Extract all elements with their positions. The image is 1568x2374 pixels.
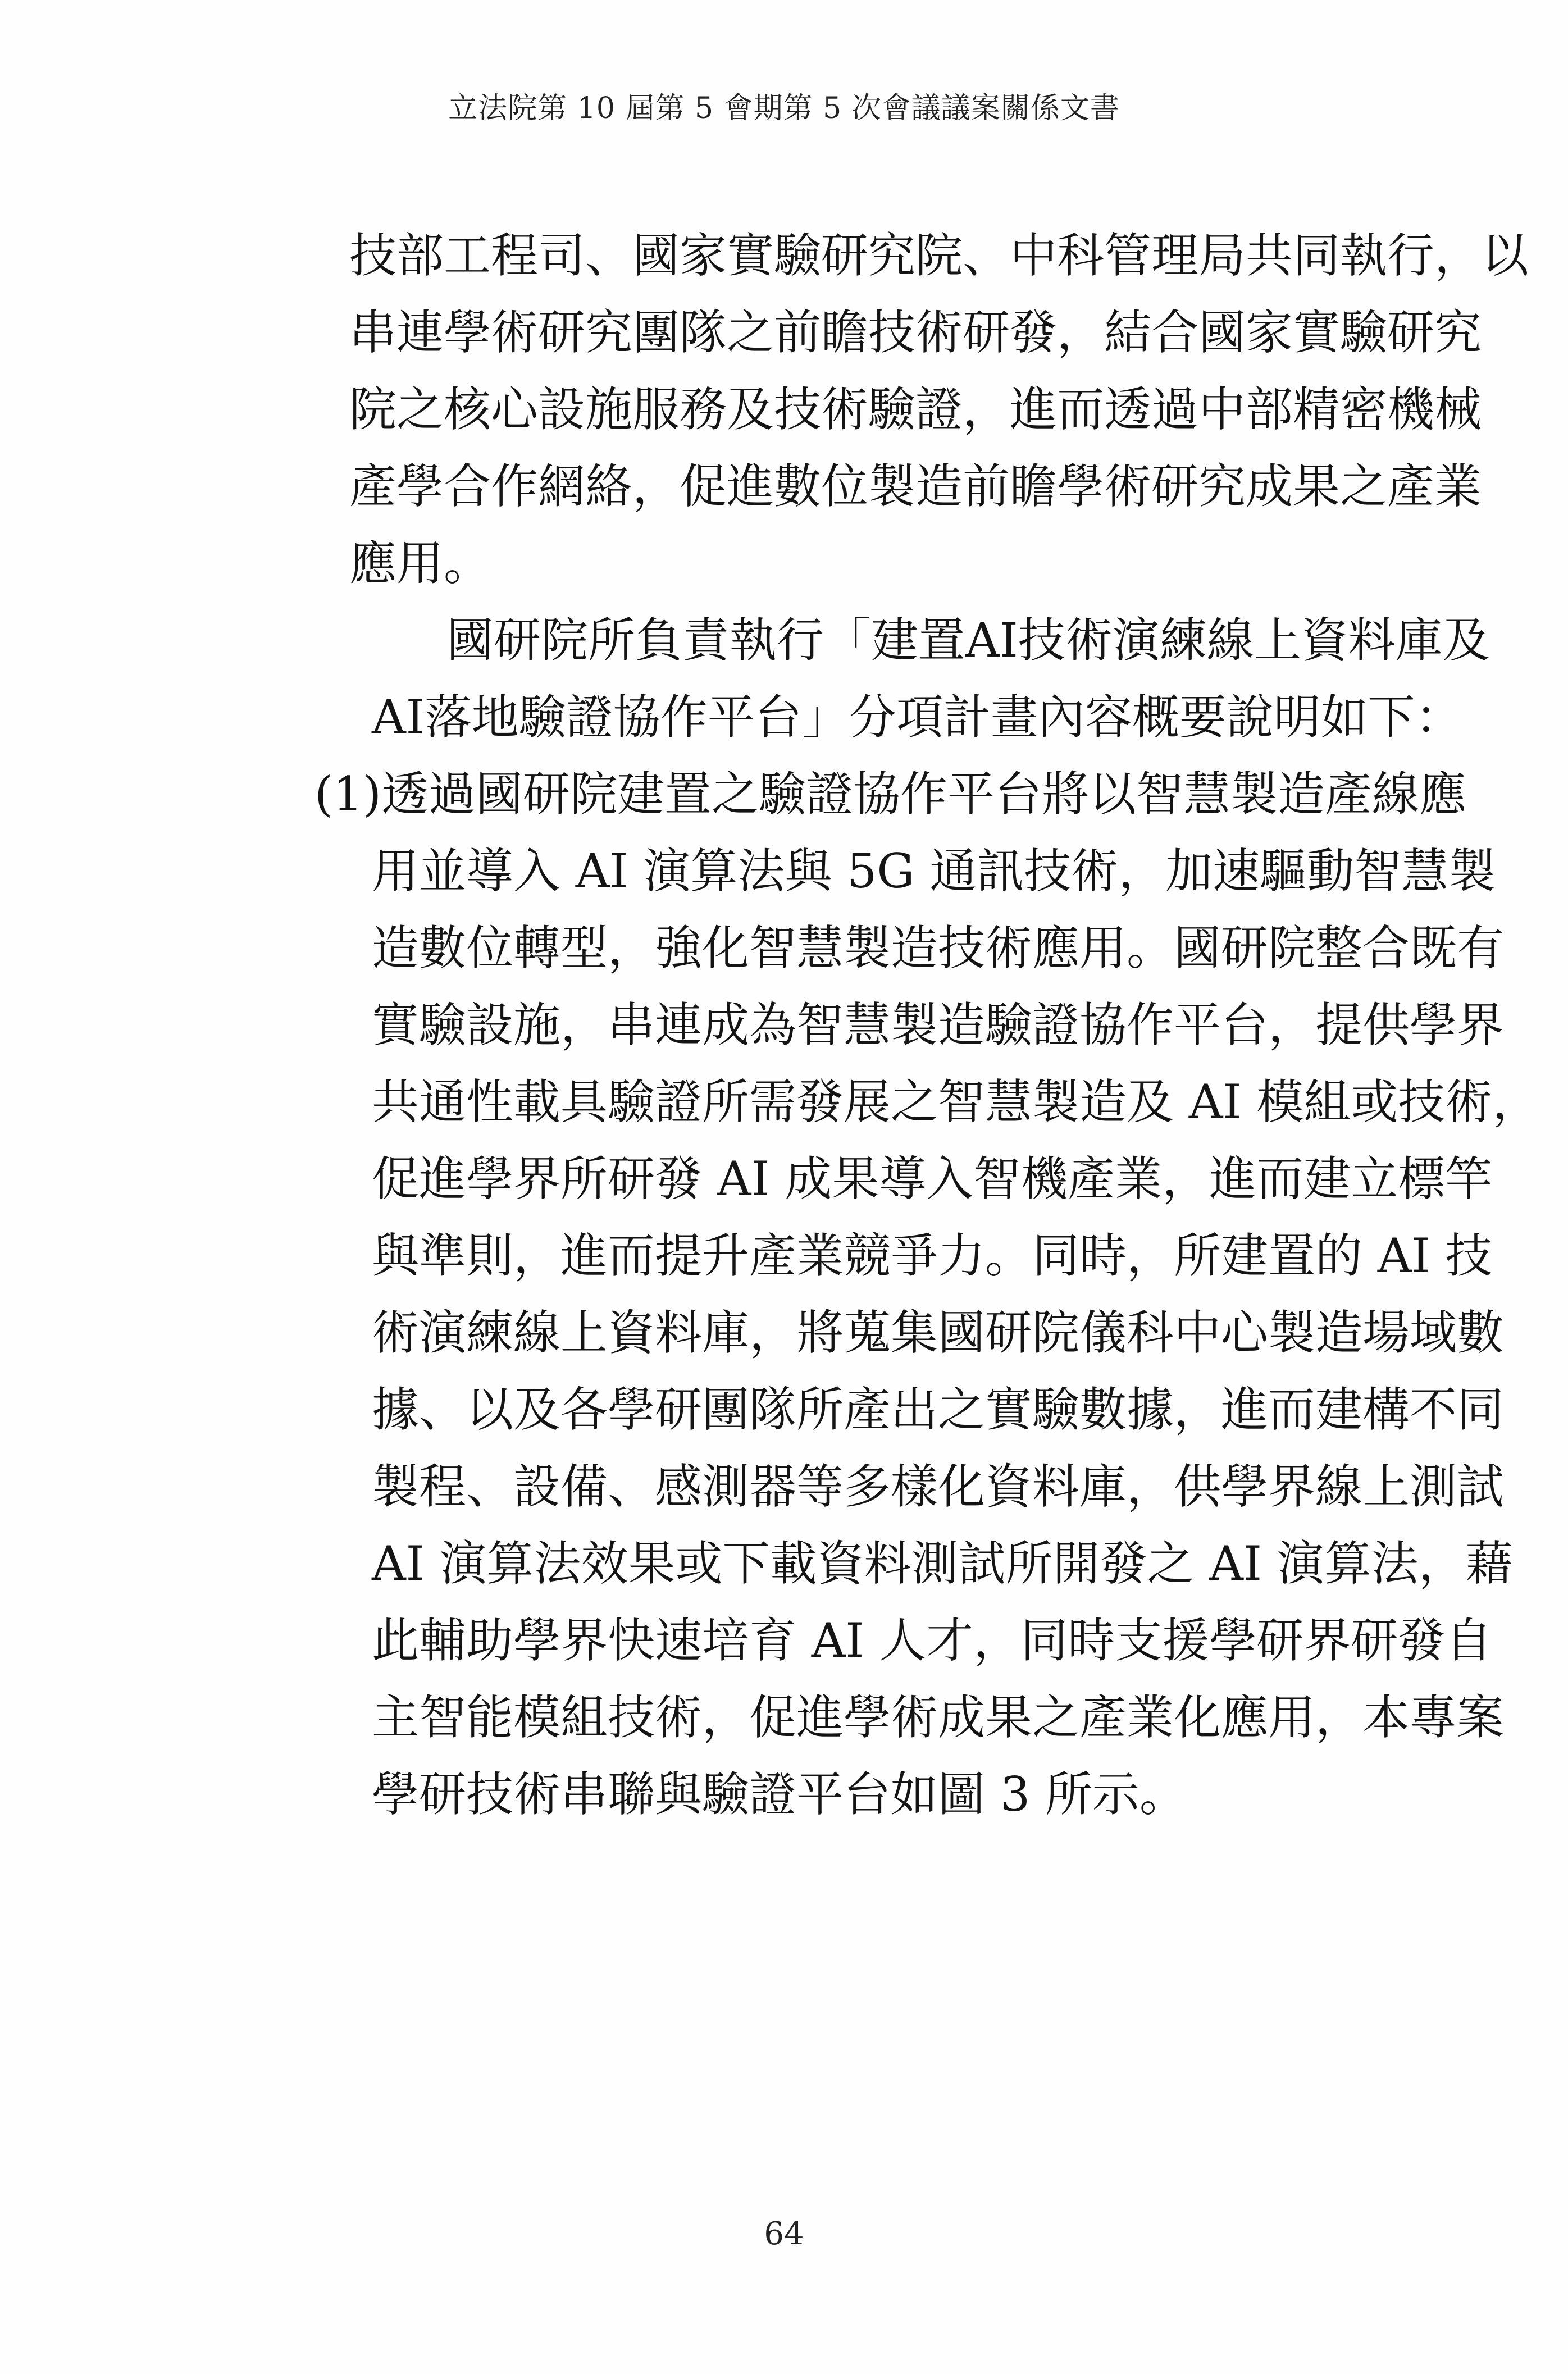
list-item-line: 術演練線上資料庫，將蒐集國研院儀科中心製造場域數 <box>372 1305 1505 1360</box>
list-item-line: 主智能模組技術，促進學術成果之產業化應用，本專案 <box>372 1690 1505 1745</box>
list-item-line: AI 演算法效果或下載資料測試所開發之 AI 演算法，藉 <box>372 1536 1513 1591</box>
list-item-line: 據、以及各學研團隊所產出之實驗數據，進而建構不同 <box>372 1382 1505 1437</box>
list-item-line: (1)透過國研院建置之驗證協作平台將以智慧製造產線應 <box>314 767 1466 822</box>
list-item-line: 促進學界所研發 AI 成果導入智機產業，進而建立標竿 <box>372 1151 1493 1206</box>
list-item-line: 此輔助學界快速培育 AI 人才，同時支援學研界研發自 <box>372 1613 1493 1668</box>
list-item-line: 共通性載具驗證所需發展之智慧製造及 AI 模組或技術， <box>372 1074 1540 1129</box>
list-item-line: 造數位轉型，強化智慧製造技術應用。國研院整合既有 <box>372 921 1505 976</box>
text-line: 產學合作網絡，促進數位製造前瞻學術研究成果之產業 <box>349 459 1482 514</box>
text-line: AI落地驗證協作平台」分項計畫內容概要說明如下： <box>372 690 1462 745</box>
list-item-line: 實驗設施，串連成為智慧製造驗證協作平台，提供學界 <box>372 997 1505 1052</box>
text-line: 應用。 <box>349 536 491 591</box>
page-number: 64 <box>764 2216 804 2252</box>
list-item-line: 與準則，進而提升產業競爭力。同時，所建置的 AI 技 <box>372 1228 1493 1283</box>
text-line: 院之核心設施服務及技術驗證，進而透過中部精密機械 <box>349 382 1482 437</box>
text-line: 技部工程司、國家實驗研究院、中科管理局共同執行，以 <box>349 228 1529 283</box>
list-item-line: 學研技術串聯與驗證平台如圖 3 所示。 <box>372 1767 1187 1822</box>
document-header: 立法院第 10 屆第 5 會期第 5 次會議議案關係文書 <box>448 92 1120 125</box>
text-line: 串連學術研究團隊之前瞻技術研發，結合國家實驗研究 <box>349 305 1482 360</box>
text-line: 國研院所負責執行「建置AI技術演練線上資料庫及 <box>446 613 1490 668</box>
list-item-line: 用並導入 AI 演算法與 5G 通訊技術，加速驅動智慧製 <box>372 844 1496 899</box>
list-item-line: 製程、設備、感測器等多樣化資料庫，供學界線上測試 <box>372 1459 1505 1514</box>
